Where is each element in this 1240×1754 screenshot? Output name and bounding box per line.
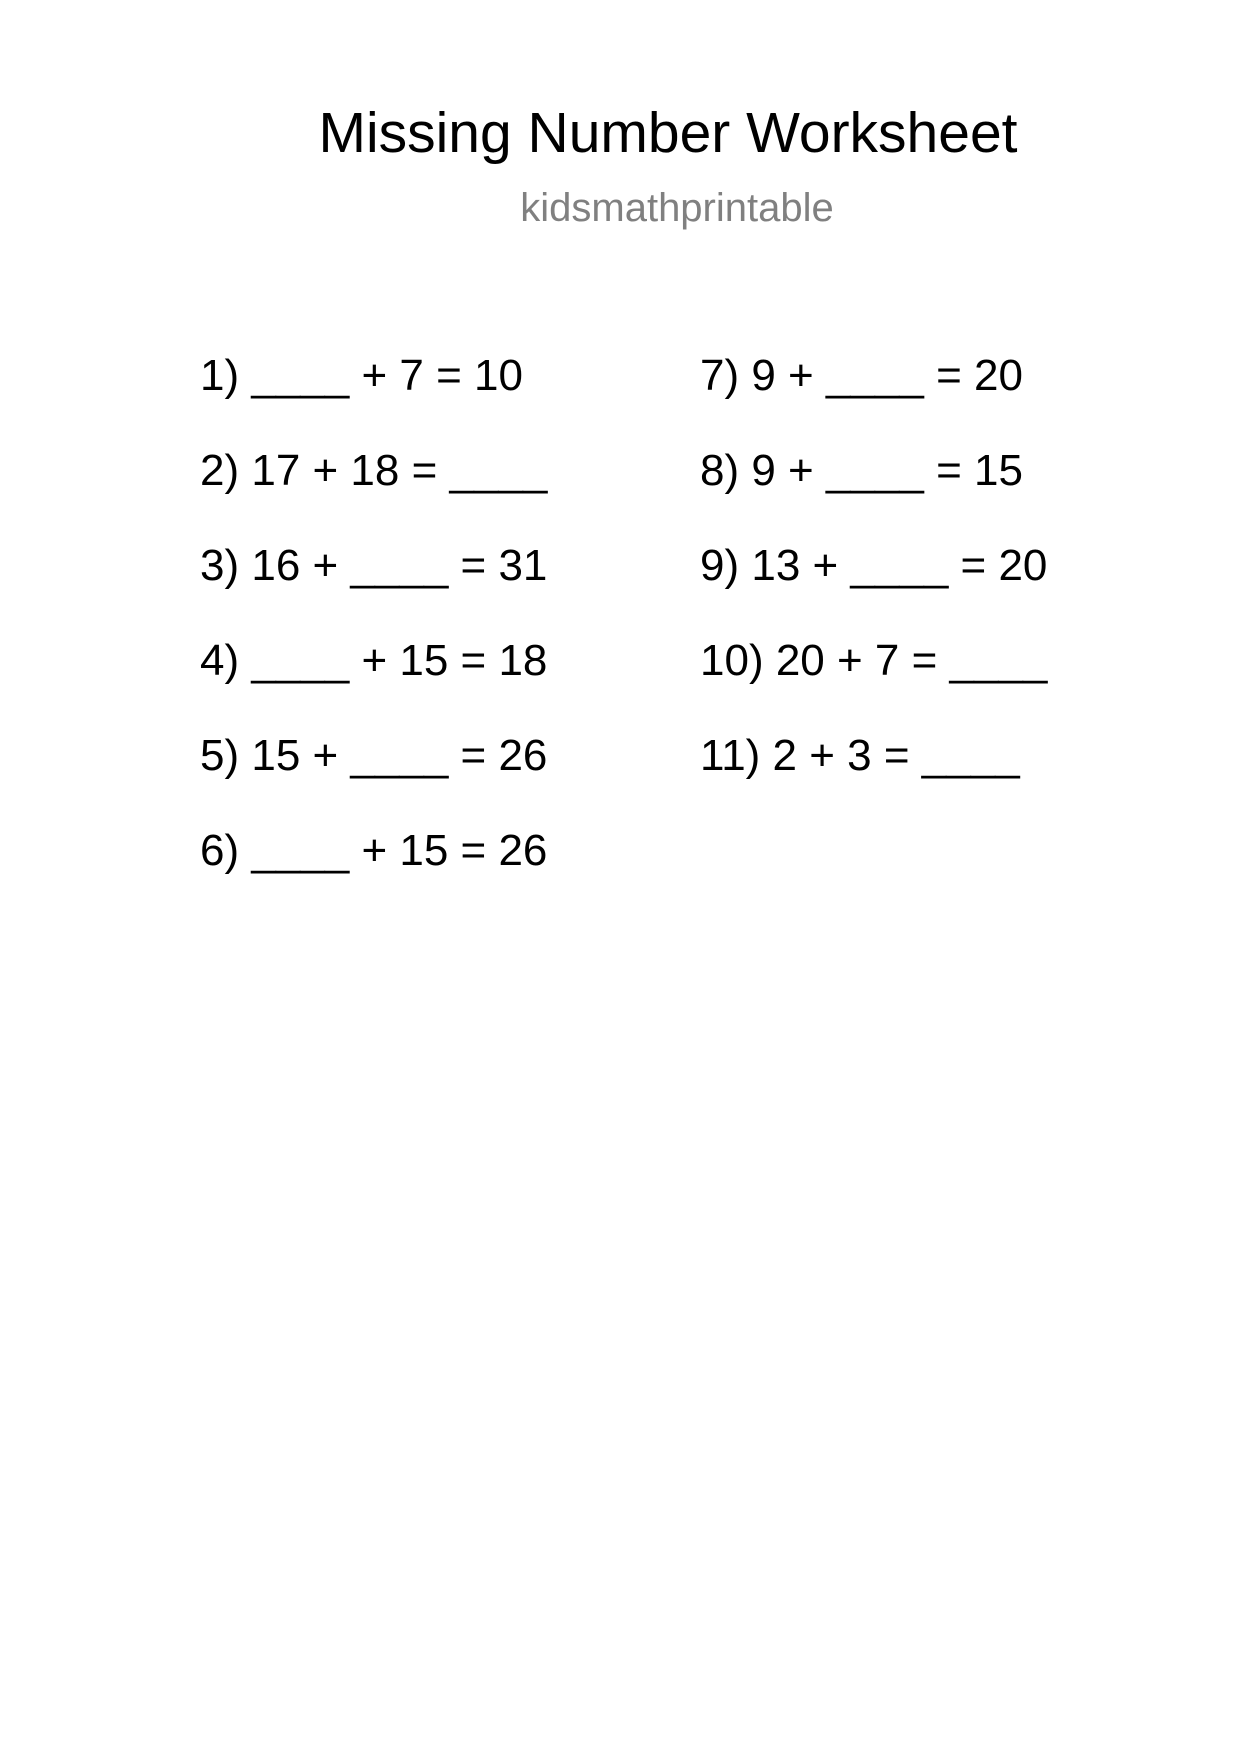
problem-5: 5) 15 + ____ = 26 [200,731,548,780]
problem-column-right [700,350,1047,825]
worksheet-title: Missing Number Worksheet [318,101,1018,165]
problem-7: 7) 9 + ____ = 20 [700,351,1023,400]
problem-8: 8) 9 + ____ = 15 [700,446,1023,495]
problem-4: 4) ____ + 15 = 18 [200,636,548,685]
problem-11: 11) 2 + 3 = ____ [700,731,1020,780]
problem-1: 1) ____ + 7 = 10 [200,351,523,400]
worksheet-subtitle: kidsmathprintable [520,186,834,230]
problem-10: 10) 20 + 7 = ____ [700,636,1048,685]
problem-column-left [200,350,547,920]
problem-9: 9) 13 + ____ = 20 [700,541,1048,590]
problem-3: 3) 16 + ____ = 31 [200,541,548,590]
problem-6: 6) ____ + 15 = 26 [200,826,548,875]
problem-2: 2) 17 + 18 = ____ [200,446,548,495]
